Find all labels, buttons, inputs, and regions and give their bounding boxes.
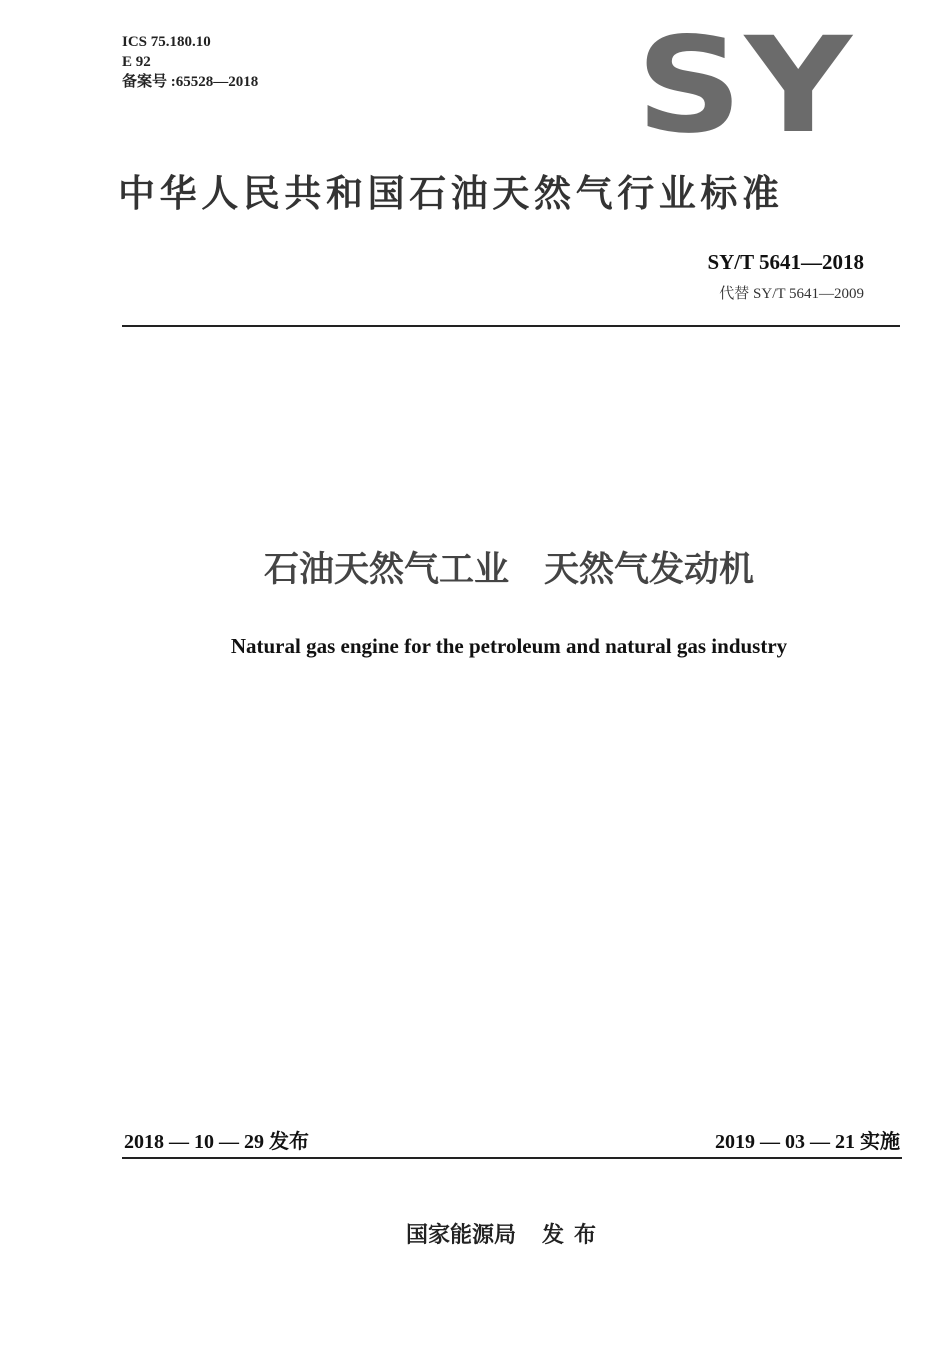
sy-logo: SY	[636, 9, 855, 163]
issue-date: 2018 — 10 — 29 发布	[124, 1131, 309, 1153]
header-divider	[122, 325, 900, 327]
ics-code: ICS 75.180.10	[122, 34, 211, 50]
document-title-chinese: 石油天然气工业 天然气发动机	[263, 550, 754, 590]
standard-number: SY/T 5641—2018	[707, 250, 864, 274]
classification-block	[122, 32, 258, 92]
filing-number: 备案号 :65528—2018	[122, 74, 259, 90]
issuer-line	[406, 1218, 606, 1249]
implementation-date: 2019 — 03 — 21 实施	[715, 1131, 900, 1153]
issuing-authority-heading: 中华人民共和国石油天然气行业标准	[118, 172, 784, 215]
footer-divider	[122, 1157, 902, 1159]
issuer-verb: 发布	[542, 1223, 607, 1248]
document-title-english: Natural gas engine for the petroleum and natural gas industry	[230, 634, 788, 658]
issuer-name: 国家能源局	[406, 1223, 517, 1248]
replaced-standard: 代替 SY/T 5641—2009	[719, 286, 864, 302]
ccs-code: E 92	[122, 54, 151, 70]
